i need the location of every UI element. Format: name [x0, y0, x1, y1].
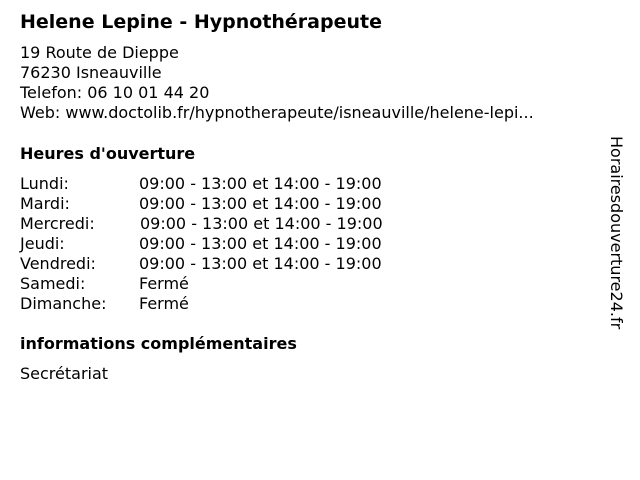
contact-block — [20, 43, 534, 123]
site-watermark: Horairesdouverture24.fr — [607, 136, 626, 330]
hours-row-saturday — [20, 274, 440, 294]
day-label: Lundi: — [20, 174, 69, 193]
hours-row-wednesday — [20, 214, 440, 234]
time-value: 09:00 - 13:00 et 14:00 - 19:00 — [140, 214, 383, 233]
phone-number: Telefon: 06 10 01 44 20 — [20, 83, 210, 102]
page-title: Helene Lepine - Hypnothérapeute — [20, 11, 382, 33]
time-value: Fermé — [139, 294, 189, 313]
city-address: 76230 Isneauville — [20, 63, 162, 82]
time-value: Fermé — [139, 274, 189, 293]
website-link[interactable]: Web: www.doctolib.fr/hypnotherapeute/isneauville/helene-lepi... — [20, 103, 534, 122]
hours-row-sunday — [20, 294, 440, 314]
additional-info-heading: informations complémentaires — [20, 334, 297, 353]
opening-hours-heading: Heures d'ouverture — [20, 144, 196, 163]
time-value: 09:00 - 13:00 et 14:00 - 19:00 — [139, 194, 382, 213]
day-label: Mercredi: — [20, 214, 95, 233]
opening-hours-table — [20, 174, 440, 314]
time-value: 09:00 - 13:00 et 14:00 - 19:00 — [139, 174, 382, 193]
street-address: 19 Route de Dieppe — [20, 43, 179, 62]
hours-row-tuesday — [20, 194, 440, 214]
day-label: Jeudi: — [20, 234, 65, 253]
day-label: Mardi: — [20, 194, 70, 213]
day-label: Vendredi: — [20, 254, 96, 273]
hours-row-thursday — [20, 234, 440, 254]
day-label: Samedi: — [20, 274, 86, 293]
time-value: 09:00 - 13:00 et 14:00 - 19:00 — [139, 254, 382, 273]
day-label: Dimanche: — [20, 294, 107, 313]
additional-info-text: Secrétariat — [20, 364, 109, 383]
time-value: 09:00 - 13:00 et 14:00 - 19:00 — [139, 234, 382, 253]
hours-row-friday — [20, 254, 440, 274]
hours-row-monday — [20, 174, 440, 194]
